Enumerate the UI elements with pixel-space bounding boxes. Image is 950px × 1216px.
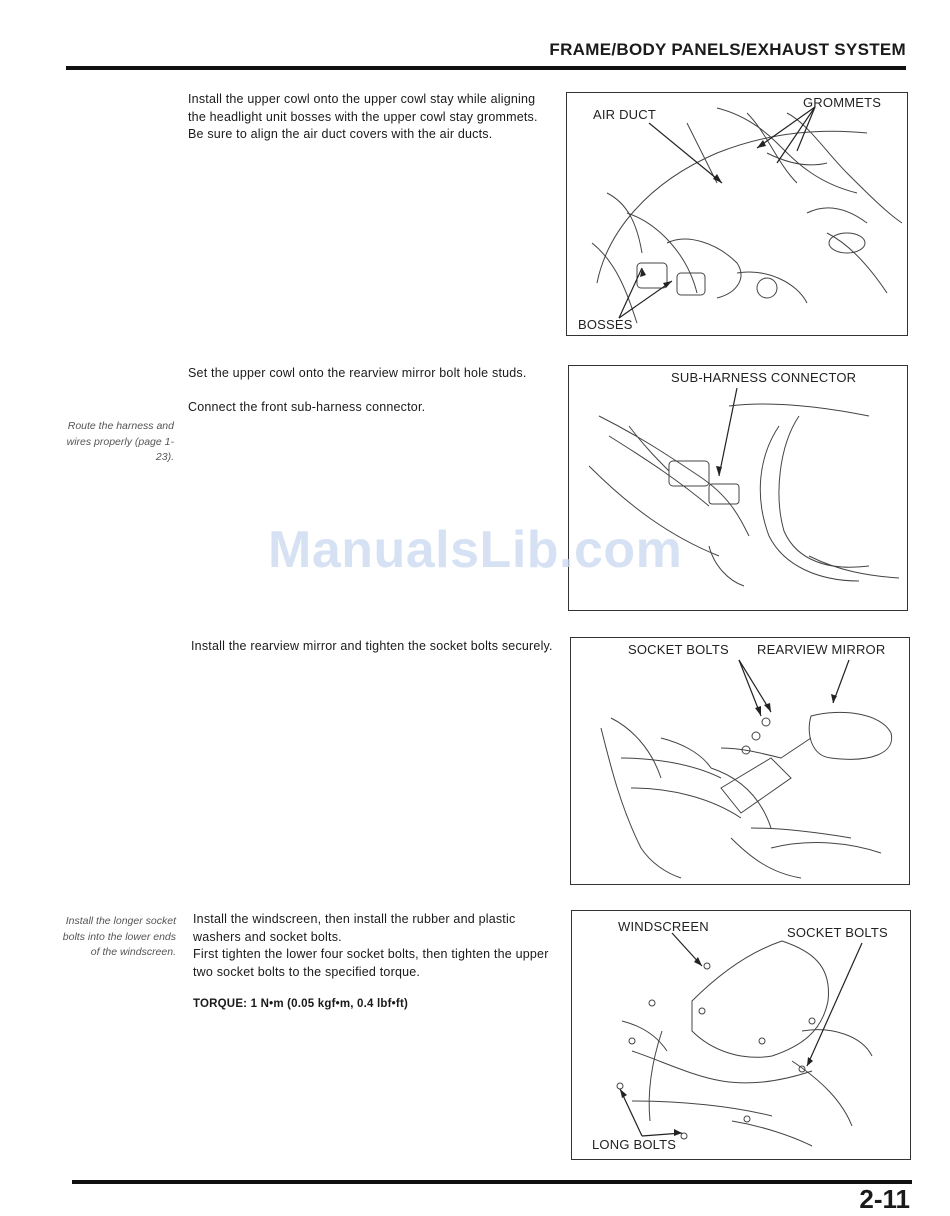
- footer-rule: [72, 1180, 912, 1184]
- figure-label: SUB-HARNESS CONNECTOR: [671, 370, 857, 385]
- figure-windscreen: [571, 910, 911, 1160]
- figure-label: REARVIEW MIRROR: [757, 642, 886, 657]
- side-note: Route the harness and wires properly (page 1-23).: [66, 420, 174, 463]
- figure-label: WINDSCREEN: [618, 919, 709, 934]
- page-number: 2-11: [859, 1184, 910, 1214]
- rearview-mirror-illustration: [571, 638, 909, 884]
- header-rule: [66, 66, 906, 70]
- step-upper-cowl-text: [188, 91, 553, 144]
- figure-label: AIR DUCT: [593, 107, 656, 122]
- windscreen-illustration: [572, 911, 910, 1159]
- step-windscreen-text: [193, 911, 553, 981]
- paragraph: First tighten the lower four socket bolts, then tighten the upper two socket bolts to the specified torque.: [193, 947, 549, 979]
- step-set-cowl-text: [188, 365, 553, 416]
- paragraph: Install the upper cowl onto the upper cowl stay while aligning the headlight unit bosses with the upper cowl stay grommets.: [188, 92, 538, 124]
- figure-label: SOCKET BOLTS: [787, 925, 888, 940]
- figure-label: LONG BOLTS: [592, 1137, 677, 1152]
- watermark: ManualsLib.com: [268, 521, 683, 579]
- side-note: Install the longer socket bolts into the lower ends of the windscreen.: [62, 915, 176, 958]
- section-title: FRAME/BODY PANELS/EXHAUST SYSTEM: [549, 40, 906, 59]
- paragraph: Set the upper cowl onto the rearview mirror bolt hole studs.: [188, 366, 527, 380]
- figure-label: GROMMETS: [803, 95, 882, 110]
- paragraph: Install the rearview mirror and tighten the socket bolts securely.: [191, 639, 553, 653]
- torque-spec: TORQUE: 1 N•m (0.05 kgf•m, 0.4 lbf•ft): [193, 998, 408, 1010]
- figure-label: SOCKET BOLTS: [628, 642, 729, 657]
- figure-upper-cowl: [566, 92, 908, 336]
- upper-cowl-illustration: [567, 93, 907, 335]
- figure-rearview-mirror: [570, 637, 910, 885]
- paragraph: Install the windscreen, then install the rubber and plastic washers and socket bolts.: [193, 912, 516, 944]
- step-mirror-text: [191, 638, 556, 656]
- figure-label: BOSSES: [578, 317, 633, 332]
- paragraph: Be sure to align the air duct covers with the air ducts.: [188, 127, 493, 141]
- paragraph: Connect the front sub-harness connector.: [188, 399, 426, 414]
